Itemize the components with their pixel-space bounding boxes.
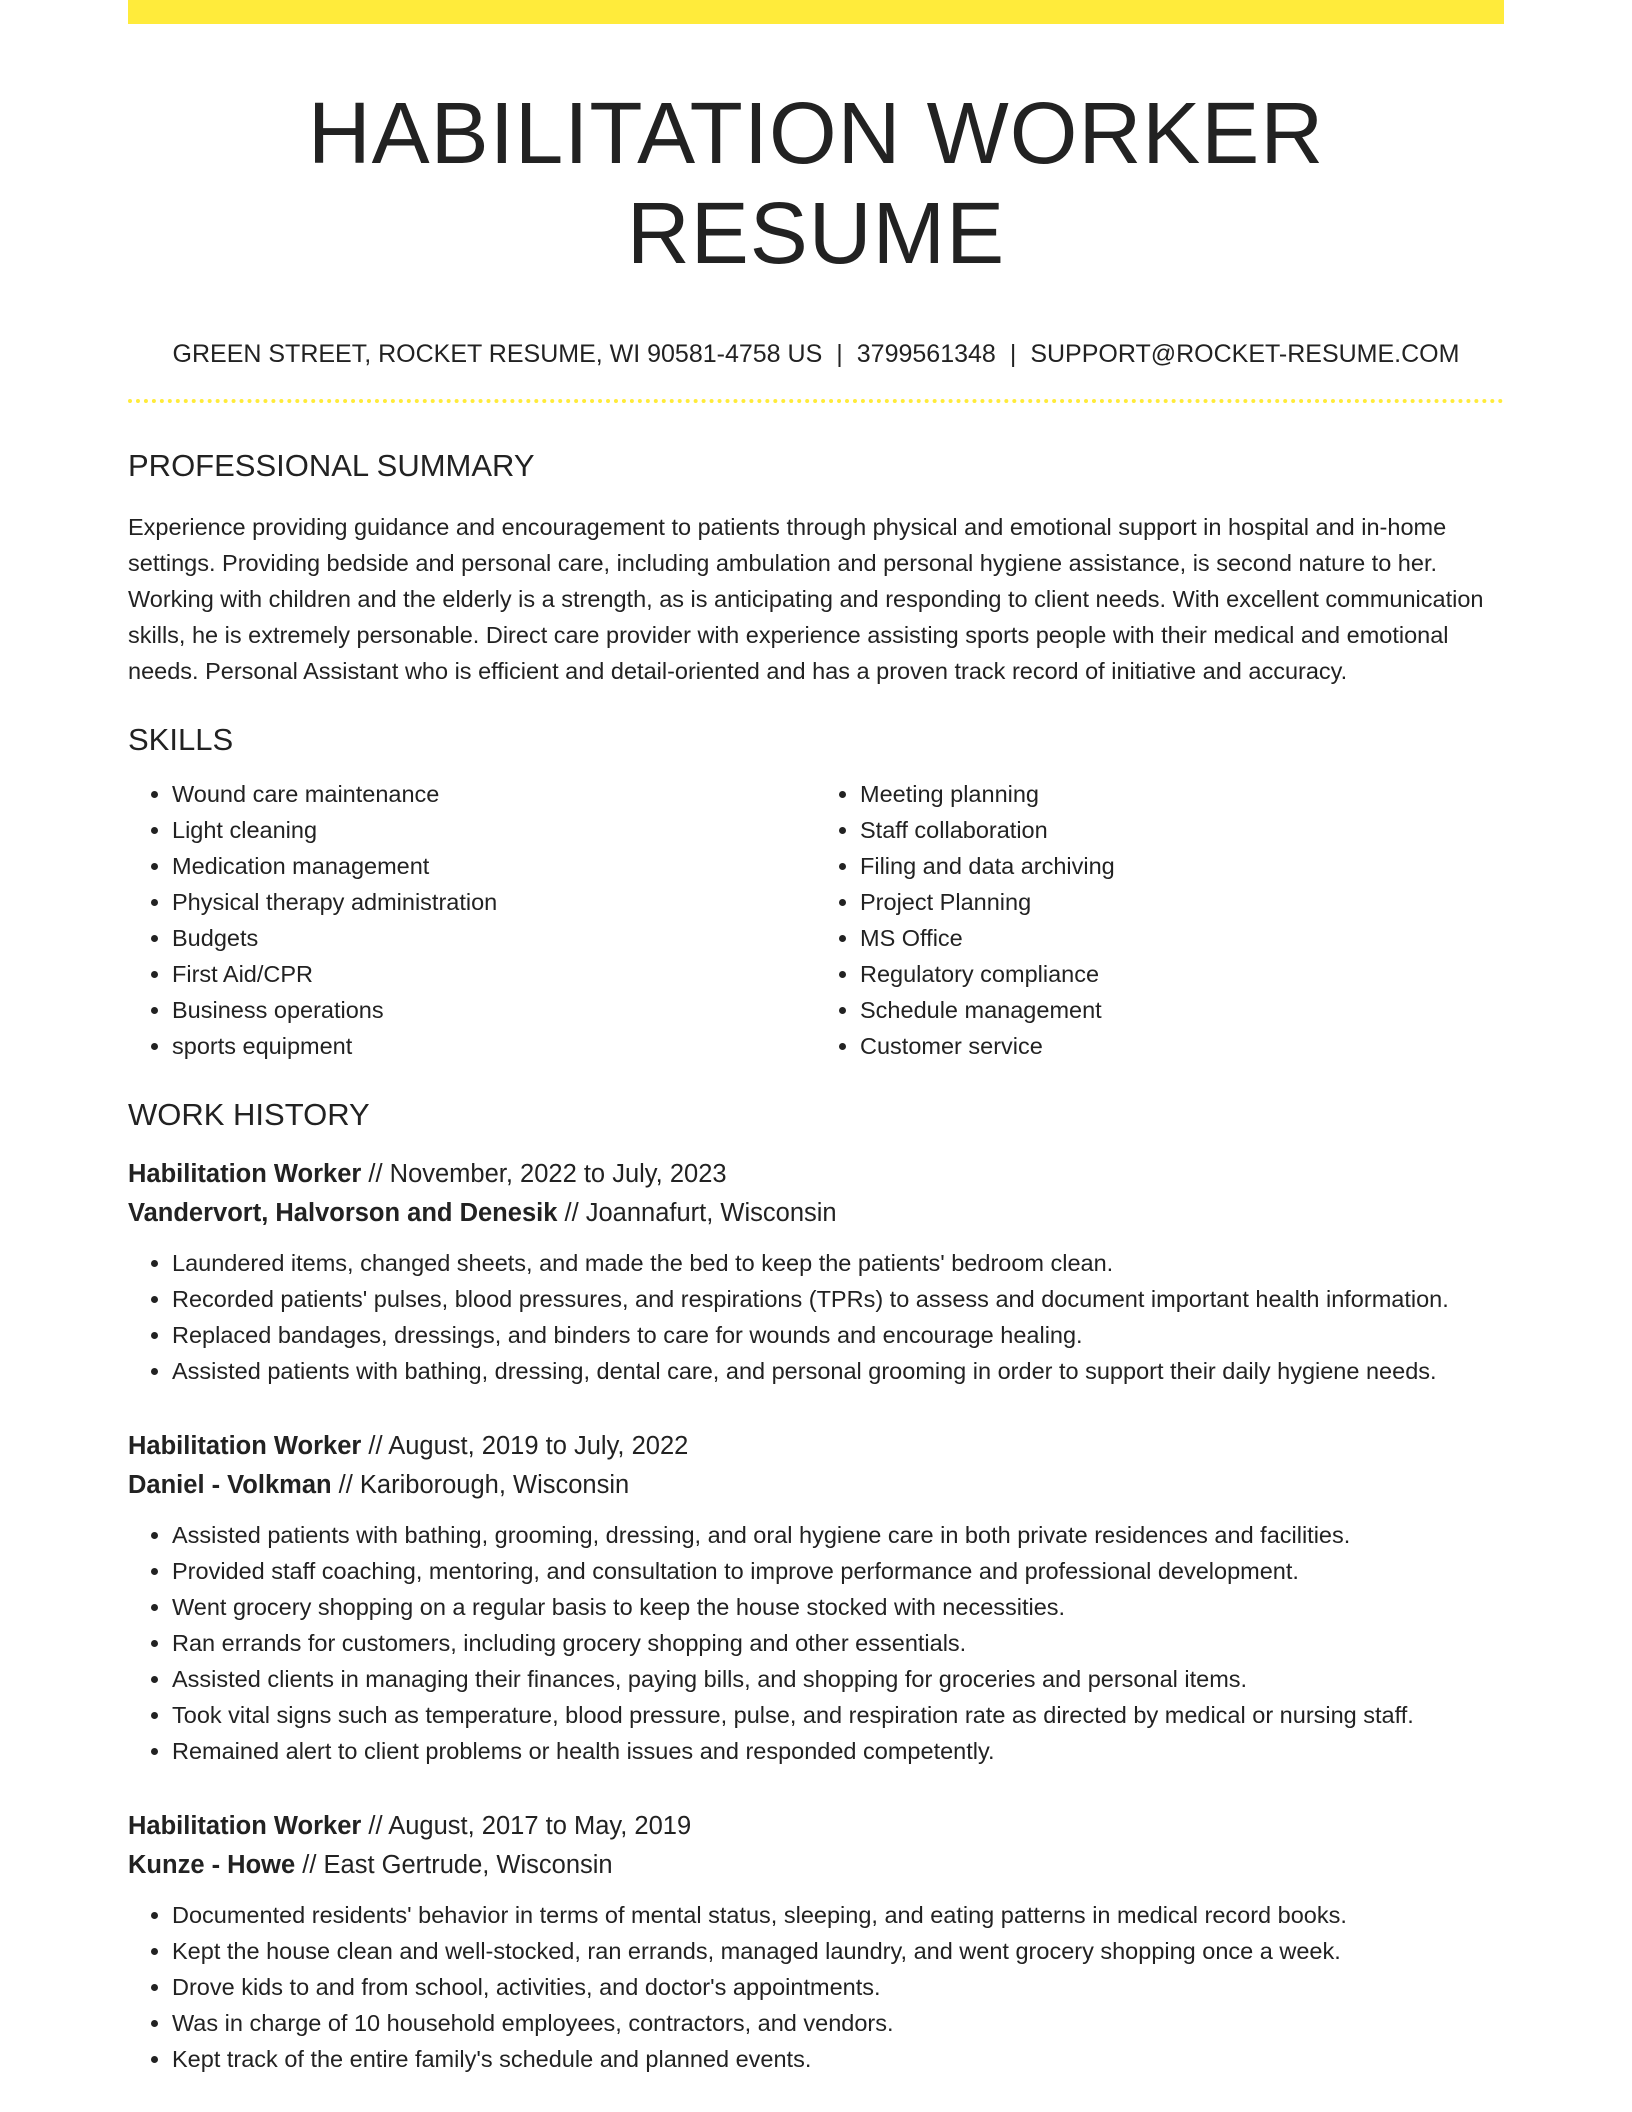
job-title: Habilitation Worker (128, 1812, 362, 1841)
contact-email: SUPPORT@ROCKET-RESUME.COM (1030, 340, 1460, 369)
summary-heading: PROFESSIONAL SUMMARY (128, 447, 535, 483)
job-location: // Kariborough, Wisconsin (331, 1471, 630, 1500)
job-bullet: • Went grocery shopping on a regular basis to keep the house stocked with necessities. (172, 1589, 1504, 1625)
job-bullet: • Drove kids to and from school, activities, and doctor's appointments. (172, 1969, 1504, 2005)
work-history-heading: WORK HISTORY (128, 1096, 370, 1132)
contact-separator: | (1009, 340, 1017, 369)
contact-address: GREEN STREET, ROCKET RESUME, WI 90581-4758 US (172, 340, 823, 369)
job-bullet: • Provided staff coaching, mentoring, and consultation to improve performance and professional development. (172, 1553, 1504, 1589)
dotted-divider (128, 399, 1504, 403)
job-company: Kunze - Howe (128, 1851, 296, 1880)
skills-right-list (816, 776, 1504, 1064)
job-company: Vandervort, Halvorson and Denesik (128, 1199, 558, 1228)
job-bullet: • Assisted patients with bathing, dressing, dental care, and personal grooming in order to support their daily hygiene needs. (172, 1353, 1504, 1389)
job-title-line (128, 1155, 1504, 1194)
job-dates: // November, 2022 to July, 2023 (361, 1160, 727, 1189)
job-bullet: • Assisted patients with bathing, grooming, dressing, and oral hygiene care in both private residences and facilities. (172, 1517, 1504, 1553)
resume-title: HABILITATION WORKER RESUME (307, 85, 1325, 283)
accent-bar (128, 0, 1504, 24)
job-bullet: • Kept track of the entire family's schedule and planned events. (172, 2041, 1504, 2077)
skill-item: • Business operations (172, 992, 816, 1028)
summary-text: Experience providing guidance and encouragement to patients through physical and emotional support in hospital and in-home settings. Providing bedside and personal care, including ambulation and personal hygiene assistance, is second nature to her. Working with children and the elderly is a strength, as is anticipating and responding to client needs. With excellent communication skills, he is extremely personable. Direct care provider with experience assisting sports people with their medical and emotional needs. Personal Assistant who is efficient and detail-oriented and has a proven track record of initiative and accuracy. (128, 513, 1484, 684)
job-bullet: • Was in charge of 10 household employees, contractors, and vendors. (172, 2005, 1504, 2041)
skill-item: • Regulatory compliance (860, 956, 1504, 992)
skill-item: • First Aid/CPR (172, 956, 816, 992)
skill-item: • sports equipment (172, 1028, 816, 1064)
job-bullet: • Replaced bandages, dressings, and binders to care for wounds and encourage healing. (172, 1317, 1504, 1353)
job-dates: // August, 2019 to July, 2022 (361, 1432, 689, 1461)
skill-item: • Physical therapy administration (172, 884, 816, 920)
job-location: // East Gertrude, Wisconsin (295, 1851, 613, 1880)
contact-phone: 3799561348 (856, 340, 996, 369)
job-bullet: • Laundered items, changed sheets, and made the bed to keep the patients' bedroom clean. (172, 1245, 1504, 1281)
resume-page (128, 0, 1504, 2077)
job-bullet: • Kept the house clean and well-stocked, ran errands, managed laundry, and went grocery shopping once a week. (172, 1933, 1504, 1969)
contact-line (128, 338, 1504, 371)
job-company-line (128, 1194, 1504, 1233)
skill-item: • Staff collaboration (860, 812, 1504, 848)
skill-item: • Customer service (860, 1028, 1504, 1064)
job-company-line (128, 1466, 1504, 1505)
work-history-list (128, 1155, 1504, 2077)
job-entry (128, 1807, 1504, 2077)
job-company: Daniel - Volkman (128, 1471, 332, 1500)
job-bullets (128, 1897, 1504, 2077)
job-location: // Joannafurt, Wisconsin (557, 1199, 837, 1228)
job-bullet: • Documented residents' behavior in terms of mental status, sleeping, and eating patterns in medical record books. (172, 1897, 1504, 1933)
job-bullets (128, 1517, 1504, 1769)
skill-item: • Budgets (172, 920, 816, 956)
job-bullet: • Assisted clients in managing their finances, paying bills, and shopping for groceries and personal items. (172, 1661, 1504, 1697)
job-bullet: • Took vital signs such as temperature, blood pressure, pulse, and respiration rate as directed by medical or nursing staff. (172, 1697, 1504, 1733)
skill-item: • Meeting planning (860, 776, 1504, 812)
skills-left-list (128, 776, 816, 1064)
job-bullet: • Ran errands for customers, including grocery shopping and other essentials. (172, 1625, 1504, 1661)
job-bullets (128, 1245, 1504, 1389)
job-bullet: • Recorded patients' pulses, blood pressures, and respirations (TPRs) to assess and document important health information. (172, 1281, 1504, 1317)
skill-item: • Medication management (172, 848, 816, 884)
skill-item: • Schedule management (860, 992, 1504, 1028)
skill-item: • MS Office (860, 920, 1504, 956)
job-entry (128, 1155, 1504, 1389)
job-title: Habilitation Worker (128, 1432, 362, 1461)
skills-columns (128, 776, 1504, 1064)
job-title-line (128, 1427, 1504, 1466)
job-dates: // August, 2017 to May, 2019 (361, 1812, 692, 1841)
skill-item: • Light cleaning (172, 812, 816, 848)
job-title: Habilitation Worker (128, 1160, 362, 1189)
job-company-line (128, 1846, 1504, 1885)
skill-item: • Filing and data archiving (860, 848, 1504, 884)
job-entry (128, 1427, 1504, 1769)
contact-separator: | (836, 340, 843, 369)
skill-item: • Wound care maintenance (172, 776, 816, 812)
skill-item: • Project Planning (860, 884, 1504, 920)
job-title-line (128, 1807, 1504, 1846)
job-bullet: • Remained alert to client problems or health issues and responded competently. (172, 1733, 1504, 1769)
skills-heading: SKILLS (128, 721, 234, 757)
